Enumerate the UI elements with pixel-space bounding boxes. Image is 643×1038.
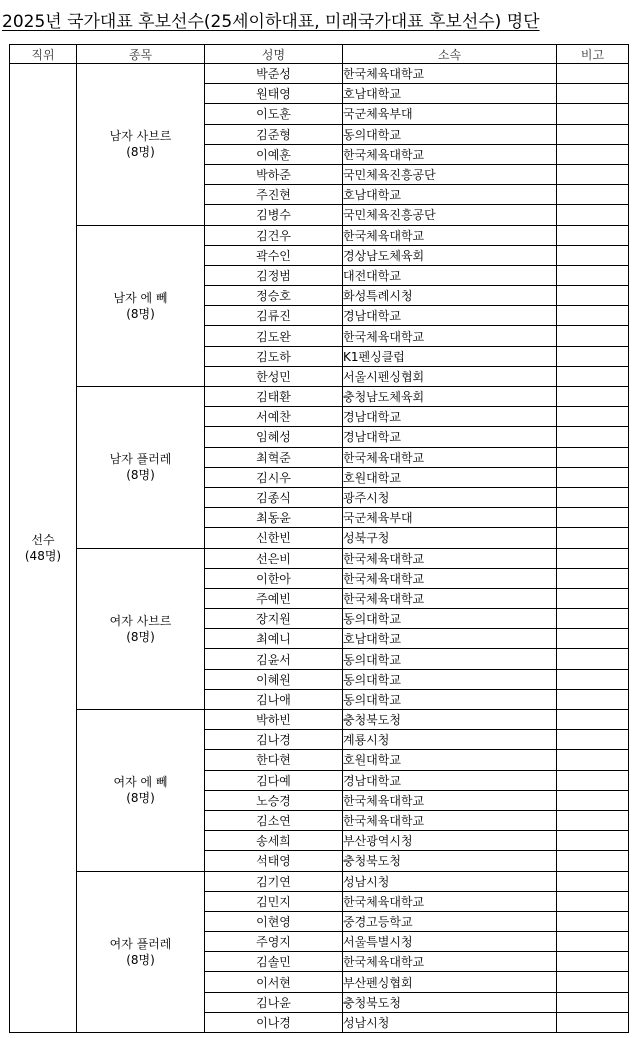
member-affiliation: 한국체육대학교 (343, 144, 557, 164)
member-note (557, 750, 629, 770)
header-affiliation: 소속 (343, 45, 557, 64)
member-note (557, 144, 629, 164)
member-affiliation: 충청북도청 (343, 992, 557, 1012)
member-note (557, 306, 629, 326)
member-name: 한성민 (205, 366, 343, 386)
member-affiliation: 국민체육진흥공단 (343, 164, 557, 184)
member-note (557, 730, 629, 750)
member-name: 김건우 (205, 225, 343, 245)
event-count: (8명) (126, 629, 155, 644)
member-name: 김정범 (205, 265, 343, 285)
event-cell (77, 710, 205, 872)
member-note (557, 447, 629, 467)
member-name: 이혜원 (205, 669, 343, 689)
member-note (557, 508, 629, 528)
member-affiliation: 부산펜싱협회 (343, 972, 557, 992)
member-name: 이현영 (205, 911, 343, 931)
event-count: (8명) (126, 952, 155, 967)
member-note (557, 467, 629, 487)
member-note (557, 64, 629, 84)
member-name: 김류진 (205, 306, 343, 326)
member-affiliation: 서울특별시청 (343, 932, 557, 952)
roster-body (10, 64, 629, 1033)
member-name: 김준형 (205, 124, 343, 144)
member-name: 신한빈 (205, 528, 343, 548)
member-affiliation: 중경고등학교 (343, 911, 557, 931)
member-name: 김소연 (205, 810, 343, 830)
event-cell (77, 225, 205, 387)
member-name: 석태영 (205, 851, 343, 871)
role-cell (10, 64, 77, 1033)
table-row (10, 548, 629, 568)
member-note (557, 1012, 629, 1032)
member-note (557, 548, 629, 568)
member-note (557, 366, 629, 386)
member-affiliation: 호남대학교 (343, 84, 557, 104)
event-label: 여자 사브르 (109, 613, 172, 628)
member-name: 최예니 (205, 629, 343, 649)
member-name: 최동윤 (205, 508, 343, 528)
member-note (557, 427, 629, 447)
member-note (557, 911, 629, 931)
event-label: 남자 사브르 (109, 129, 172, 144)
event-cell (77, 64, 205, 226)
member-affiliation: 한국체육대학교 (343, 447, 557, 467)
header-row (10, 45, 629, 64)
role-name: 선수 (31, 533, 55, 547)
member-affiliation: 경남대학교 (343, 306, 557, 326)
member-affiliation: 충청북도청 (343, 851, 557, 871)
member-affiliation: 한국체육대학교 (343, 891, 557, 911)
member-name: 이한아 (205, 568, 343, 588)
member-note (557, 387, 629, 407)
member-note (557, 932, 629, 952)
member-name: 주예빈 (205, 588, 343, 608)
member-name: 김민지 (205, 891, 343, 911)
member-affiliation: 국군체육부대 (343, 508, 557, 528)
member-affiliation: 한국체육대학교 (343, 790, 557, 810)
member-name: 김솔민 (205, 952, 343, 972)
member-note (557, 649, 629, 669)
event-cell (77, 871, 205, 1033)
member-affiliation: 서울시펜싱협회 (343, 366, 557, 386)
member-name: 김나윤 (205, 992, 343, 1012)
member-name: 김나경 (205, 730, 343, 750)
member-note (557, 487, 629, 507)
member-name: 원태영 (205, 84, 343, 104)
member-affiliation: 충청남도체육회 (343, 387, 557, 407)
member-affiliation: 충청북도청 (343, 710, 557, 730)
header-note: 비고 (557, 45, 629, 64)
member-name: 송세희 (205, 831, 343, 851)
member-note (557, 629, 629, 649)
member-affiliation: 경상남도체육회 (343, 245, 557, 265)
table-row (10, 64, 629, 84)
member-name: 이도훈 (205, 104, 343, 124)
member-note (557, 952, 629, 972)
member-name: 김병수 (205, 205, 343, 225)
member-note (557, 609, 629, 629)
member-note (557, 790, 629, 810)
member-affiliation: 성북구청 (343, 528, 557, 548)
member-name: 김기연 (205, 871, 343, 891)
member-affiliation: 성남시청 (343, 1012, 557, 1032)
member-name: 박하빈 (205, 710, 343, 730)
page-title: 2025년 국가대표 후보선수(25세이하대표, 미래국가대표 후보선수) 명단 (2, 12, 540, 32)
member-name: 이서현 (205, 972, 343, 992)
member-note (557, 185, 629, 205)
member-affiliation: 호남대학교 (343, 185, 557, 205)
member-note (557, 265, 629, 285)
member-name: 김시우 (205, 467, 343, 487)
header-role: 직위 (10, 45, 77, 64)
member-affiliation: 한국체육대학교 (343, 952, 557, 972)
member-note (557, 770, 629, 790)
member-note (557, 346, 629, 366)
member-name: 정승호 (205, 286, 343, 306)
member-affiliation: 호남대학교 (343, 629, 557, 649)
member-note (557, 972, 629, 992)
member-note (557, 851, 629, 871)
event-label: 여자 에 뻬 (113, 775, 168, 790)
member-name: 김나애 (205, 689, 343, 709)
member-affiliation: 경남대학교 (343, 407, 557, 427)
member-name: 이예훈 (205, 144, 343, 164)
member-name: 주진현 (205, 185, 343, 205)
member-note (557, 689, 629, 709)
member-note (557, 286, 629, 306)
member-name: 이나경 (205, 1012, 343, 1032)
event-count: (8명) (126, 145, 155, 160)
member-name: 박하준 (205, 164, 343, 184)
member-name: 선은비 (205, 548, 343, 568)
member-affiliation: 국민체육진흥공단 (343, 205, 557, 225)
header-name: 성명 (205, 45, 343, 64)
member-note (557, 871, 629, 891)
member-note (557, 992, 629, 1012)
member-affiliation: 경남대학교 (343, 770, 557, 790)
event-cell (77, 387, 205, 549)
member-note (557, 831, 629, 851)
member-note (557, 407, 629, 427)
member-note (557, 588, 629, 608)
member-affiliation: 국군체육부대 (343, 104, 557, 124)
member-name: 김태환 (205, 387, 343, 407)
member-affiliation: 계룡시청 (343, 730, 557, 750)
member-name: 박준성 (205, 64, 343, 84)
roster-table (9, 44, 629, 1033)
member-note (557, 669, 629, 689)
member-name: 주영지 (205, 932, 343, 952)
member-note (557, 710, 629, 730)
member-affiliation: 한국체육대학교 (343, 588, 557, 608)
member-note (557, 891, 629, 911)
member-name: 임혜성 (205, 427, 343, 447)
member-name: 최혁준 (205, 447, 343, 467)
member-name: 김도완 (205, 326, 343, 346)
member-affiliation: 동의대학교 (343, 124, 557, 144)
member-affiliation: 한국체육대학교 (343, 548, 557, 568)
member-affiliation: 동의대학교 (343, 649, 557, 669)
event-count: (8명) (126, 468, 155, 483)
event-label: 여자 플러레 (109, 936, 172, 951)
member-name: 서예찬 (205, 407, 343, 427)
member-note (557, 225, 629, 245)
member-name: 김종식 (205, 487, 343, 507)
member-affiliation: 호원대학교 (343, 467, 557, 487)
table-row (10, 225, 629, 245)
member-name: 노승경 (205, 790, 343, 810)
member-note (557, 205, 629, 225)
member-note (557, 810, 629, 830)
member-note (557, 164, 629, 184)
event-label: 남자 에 뻬 (113, 290, 168, 305)
event-count: (8명) (126, 791, 155, 806)
member-affiliation: 화성특례시청 (343, 286, 557, 306)
member-note (557, 104, 629, 124)
header-event: 종목 (77, 45, 205, 64)
member-affiliation: 동의대학교 (343, 669, 557, 689)
member-name: 김윤서 (205, 649, 343, 669)
member-note (557, 124, 629, 144)
member-affiliation: 한국체육대학교 (343, 225, 557, 245)
member-affiliation: 부산광역시청 (343, 831, 557, 851)
member-affiliation: 한국체육대학교 (343, 568, 557, 588)
member-note (557, 84, 629, 104)
member-affiliation: 대전대학교 (343, 265, 557, 285)
member-name: 김다예 (205, 770, 343, 790)
member-name: 김도하 (205, 346, 343, 366)
member-affiliation: K1펜싱클럽 (343, 346, 557, 366)
member-affiliation: 한국체육대학교 (343, 326, 557, 346)
role-count: (48명) (24, 549, 62, 563)
member-name: 한다현 (205, 750, 343, 770)
event-label: 남자 플러레 (109, 452, 172, 467)
table-row (10, 871, 629, 891)
member-affiliation: 동의대학교 (343, 609, 557, 629)
member-name: 곽수인 (205, 245, 343, 265)
member-note (557, 326, 629, 346)
member-affiliation: 호원대학교 (343, 750, 557, 770)
member-affiliation: 한국체육대학교 (343, 810, 557, 830)
event-cell (77, 548, 205, 710)
member-note (557, 245, 629, 265)
table-row (10, 710, 629, 730)
member-affiliation: 동의대학교 (343, 689, 557, 709)
member-affiliation: 한국체육대학교 (343, 64, 557, 84)
member-affiliation: 경남대학교 (343, 427, 557, 447)
member-note (557, 528, 629, 548)
event-count: (8명) (126, 306, 155, 321)
member-affiliation: 광주시청 (343, 487, 557, 507)
table-row (10, 387, 629, 407)
member-affiliation: 성남시청 (343, 871, 557, 891)
member-note (557, 568, 629, 588)
member-name: 장지원 (205, 609, 343, 629)
